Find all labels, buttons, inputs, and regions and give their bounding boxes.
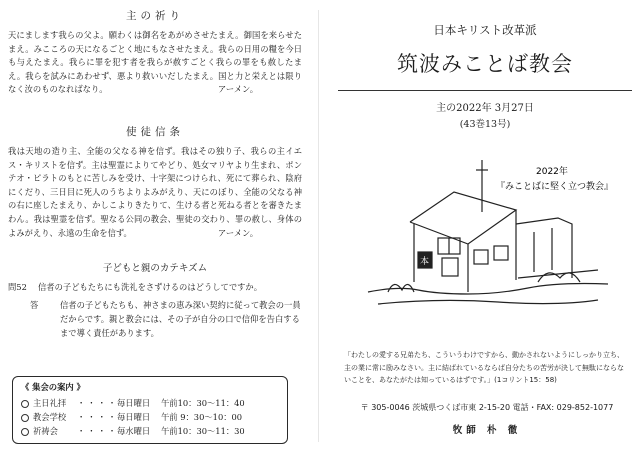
art-year: 2022年 — [536, 167, 568, 177]
scripture-verse: 「わたしの愛する兄弟たち、こういうわけですから、動かされないようにしっかり立ち、主の業に常に励みなさい。主に結ばれているならば自分たちの苦労が決して無駄にならないことを、あなたがたは知っているはずです。」(1コリント15：58) — [344, 351, 624, 384]
bulletin-date: 主の2022年 3月27日 — [436, 103, 534, 114]
meeting-day: 毎水曜日 — [117, 426, 151, 436]
pastor-name: 牧師 朴 徹 — [452, 425, 522, 436]
apostles-creed-text — [8, 145, 302, 240]
meeting-time: 午前 9：30～10：00 — [161, 412, 243, 422]
right-column — [338, 8, 632, 130]
meeting-info-header: 《 集会の案内 》 — [21, 382, 85, 392]
meeting-dots: ・・・・ — [77, 412, 119, 422]
meeting-row — [21, 396, 279, 410]
meeting-row — [21, 424, 279, 438]
apostles-creed-amen: アーメン。 — [217, 227, 258, 238]
lords-prayer-section — [8, 8, 302, 118]
apostles-creed-section — [8, 124, 302, 254]
church-address: 〒 305-0046 茨城県つくば市東 2-15-20 電話・FAX: 029-852-1077 — [360, 403, 614, 412]
church-name: 筑波みことば教会 — [397, 52, 573, 76]
answer-label: 答 — [30, 300, 39, 310]
meeting-name-cell — [21, 424, 77, 438]
page-divider — [318, 10, 319, 442]
bullet-icon — [21, 414, 29, 422]
bullet-icon — [21, 400, 29, 408]
apostles-creed-title: 使徒信条 — [126, 126, 184, 138]
meeting-info-box — [12, 376, 288, 444]
meeting-name-cell — [21, 410, 77, 424]
header-rule — [338, 90, 632, 91]
meeting-time: 午前10：30～11：30 — [161, 426, 245, 436]
church-building-illustration — [358, 152, 618, 336]
meeting-dots: ・・・・ — [77, 426, 119, 436]
meeting-name: 主日礼拝 — [33, 398, 67, 408]
meeting-name: 祈祷会 — [33, 426, 58, 436]
catechism-answer — [8, 298, 302, 340]
denomination: 日本キリスト改革派 — [433, 23, 537, 37]
art-motto: 『みことばに堅く立つ教会』 — [496, 182, 614, 192]
question-text: 信者の子どもたちにも洗礼をさずけるのはどうしてですか。 — [38, 282, 263, 292]
meeting-day: 毎日曜日 — [117, 412, 151, 422]
question-label: 問52 — [8, 282, 27, 292]
meeting-day: 毎日曜日 — [117, 398, 151, 408]
meeting-name: 教会学校 — [33, 412, 67, 422]
meeting-dots: ・・・・ — [77, 398, 119, 408]
lords-prayer-amen: アーメン。 — [217, 84, 258, 95]
apostles-creed-body: 我は天地の造り主、全能の父なる神を信ず。我はその独り子、我らの主イエス・キリストを信ず。主は聖霊によりてやどり、処女マリヤより生まれ、ポンテオ・ピラトのもとに苦しみを受け、十字架につけられ、死にて葬られ、陰府にくだり、三日目に死人のうちよりよみがえり、天にのぼり、全能の父なる神の右に座したまえり、かしこよりきたりて、生ける者と死ねる者とを審きたまわん。我は聖霊を信ず。聖なる公同の教会、聖徒の交わり、罪の赦し、身体のよみがえり、永遠の生命を信ず。 — [8, 146, 302, 238]
catechism-question — [8, 280, 302, 294]
meeting-time: 午前10：30～11：40 — [161, 398, 245, 408]
lords-prayer-title: 主の祈り — [126, 10, 184, 22]
lords-prayer-body: 天にまします我らの父よ。願わくは御名をあがめさせたまえ。御国を来らせたまえ。みこころの天になるごとく地にもなさせたまえ。我らの日用の糧を今日も与えたまえ。我らに罪を犯す者を我らが赦すごとく我らの罪をも赦したまえ。我らを試みにあわせず、悪より救いいだしたまえ。国と力と栄えとは限りなく汝のものなればなり。 — [8, 30, 302, 95]
meeting-name-cell — [21, 396, 77, 410]
bullet-icon — [21, 428, 29, 436]
catechism-title: 子どもと親のカテキズム — [102, 263, 208, 274]
left-column — [8, 8, 302, 344]
lords-prayer-text — [8, 29, 302, 97]
art-sign: 本 — [420, 257, 430, 267]
meeting-row — [21, 410, 279, 424]
answer-text: 信者の子どもたちも、神さまの恵み深い契約に従って教会の一員だからです。親と教会には、その子が自分の口で信仰を告白するまで導く責任があります。 — [60, 300, 301, 338]
bulletin-volume: (43巻13号) — [459, 119, 511, 130]
